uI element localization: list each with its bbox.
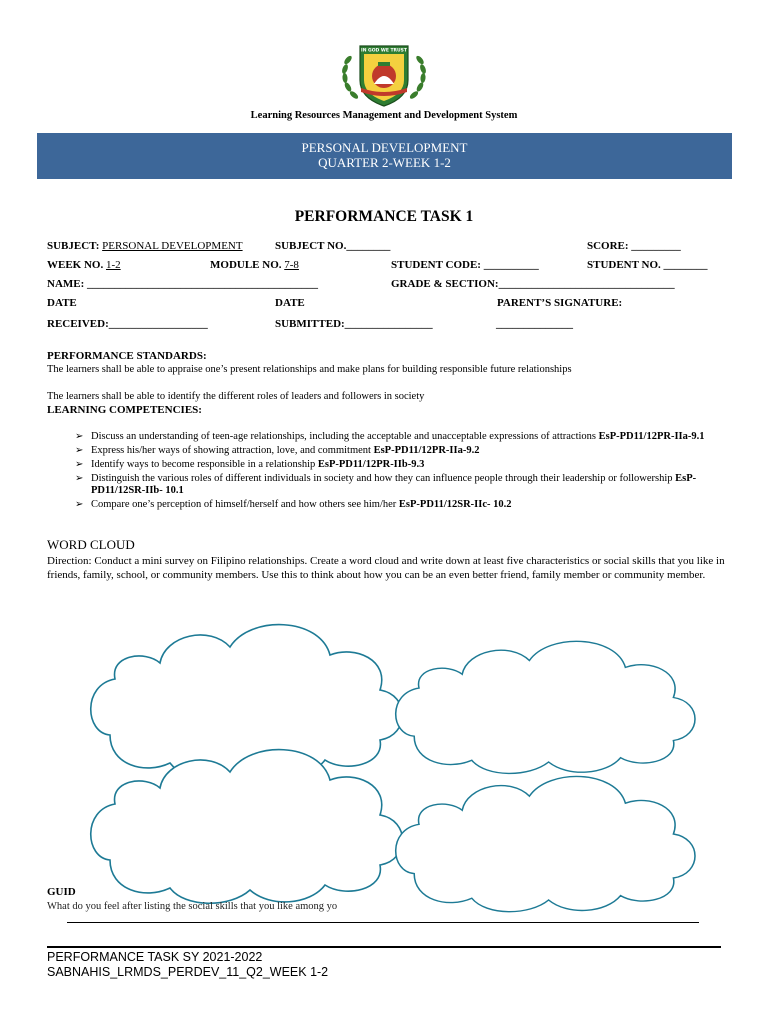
banner-quarter-week: QUARTER 2-WEEK 1-2 — [318, 155, 451, 170]
subject-value: PERSONAL DEVELOPMENT — [102, 240, 243, 252]
learning-competencies-heading: LEARNING COMPETENCIES: — [47, 404, 202, 416]
performance-standard-1: The learners shall be able to appraise one’s present relationships and make plans for building responsible future relationships — [47, 364, 572, 375]
list-item: ➢ Distinguish the various roles of different individuals in society and how they can influence people through their leadership or followership EsP-PD11/12SR-IIb- 10.1 — [75, 473, 697, 496]
cloud-shape-2[interactable] — [396, 641, 695, 773]
banner-subject: PERSONAL DEVELOPMENT — [301, 140, 468, 155]
footer-divider — [47, 946, 721, 948]
week-label: WEEK NO. — [47, 259, 106, 271]
word-cloud-direction: Direction: Conduct a mini survey on Filipino relationships. Create a word cloud and write down at least five characteristics or social skills that you like in friends, family, school, or community members. Use this to think about how you can be an even better friend, family member or community member. — [47, 555, 725, 581]
grade-section-field: GRADE & SECTION:________________________________ — [391, 278, 675, 290]
subject-no-field: SUBJECT NO.________ — [275, 240, 391, 252]
submitted-field: SUBMITTED:________________ — [275, 318, 433, 330]
name-field: NAME: __________________________________________ — [47, 278, 319, 290]
arrow-bullet-icon: ➢ — [75, 499, 84, 510]
arrow-bullet-icon: ➢ — [75, 473, 84, 484]
date-submitted-label: DATE — [275, 297, 305, 309]
performance-standard-2: The learners shall be able to identify the different roles of leaders and followers in society — [47, 391, 425, 402]
week-value: 1-2 — [105, 259, 121, 271]
date-received-label: DATE — [47, 297, 77, 309]
footer-document-code: SABNAHIS_LRMDS_PERDEV_11_Q2_WEEK 1-2 — [47, 965, 329, 979]
list-item: ➢ Identify ways to become responsible in a relationship EsP-PD11/12PR-IIb-9.3 — [75, 459, 425, 470]
list-item: ➢ Express his/her ways of showing attraction, love, and commitment EsP-PD11/12PR-IIa-9.2 — [75, 445, 480, 456]
cloud-shape-4[interactable] — [396, 776, 695, 911]
answer-line[interactable] — [67, 922, 699, 923]
received-field: RECEIVED:__________________ — [47, 318, 208, 330]
arrow-bullet-icon: ➢ — [75, 459, 84, 470]
system-title: Learning Resources Management and Development System — [250, 110, 518, 121]
module-value: 7-8 — [284, 259, 299, 271]
module-label: MODULE NO. — [210, 259, 285, 271]
task-title: PERFORMANCE TASK 1 — [294, 208, 474, 225]
arrow-bullet-icon: ➢ — [75, 431, 84, 442]
cloud-shape-1[interactable] — [91, 625, 403, 779]
footer-school-year: PERFORMANCE TASK SY 2021-2022 — [47, 950, 263, 964]
arrow-bullet-icon: ➢ — [75, 445, 84, 456]
cloud-shape-3[interactable] — [91, 750, 403, 904]
word-cloud-heading: WORD CLOUD — [47, 537, 135, 552]
signature-line: ______________ — [496, 318, 573, 330]
list-item: ➢ Compare one’s perception of himself/herself and how others see him/her EsP-PD11/12SR-IIc- 10.2 — [75, 499, 512, 510]
svg-text:IN GOD WE TRUST: IN GOD WE TRUST — [361, 48, 407, 54]
parents-signature-label: PARENT’S SIGNATURE: — [497, 297, 623, 309]
student-code-field: STUDENT CODE: __________ — [391, 259, 539, 271]
list-item: ➢ Discuss an understanding of teen-age relationships, including the acceptable and unacceptable expressions of attractions EsP-PD11/12PR-IIa-9.1 — [75, 431, 705, 442]
subject-label: SUBJECT: — [47, 240, 103, 252]
student-no-field: STUDENT NO. ________ — [587, 259, 708, 271]
guide-heading: GUID — [47, 886, 76, 898]
score-field: SCORE: _________ — [587, 240, 681, 252]
performance-standards-heading: PERFORMANCE STANDARDS: — [47, 350, 207, 362]
guide-question: What do you feel after listing the social skills that you like among yo — [47, 901, 338, 912]
